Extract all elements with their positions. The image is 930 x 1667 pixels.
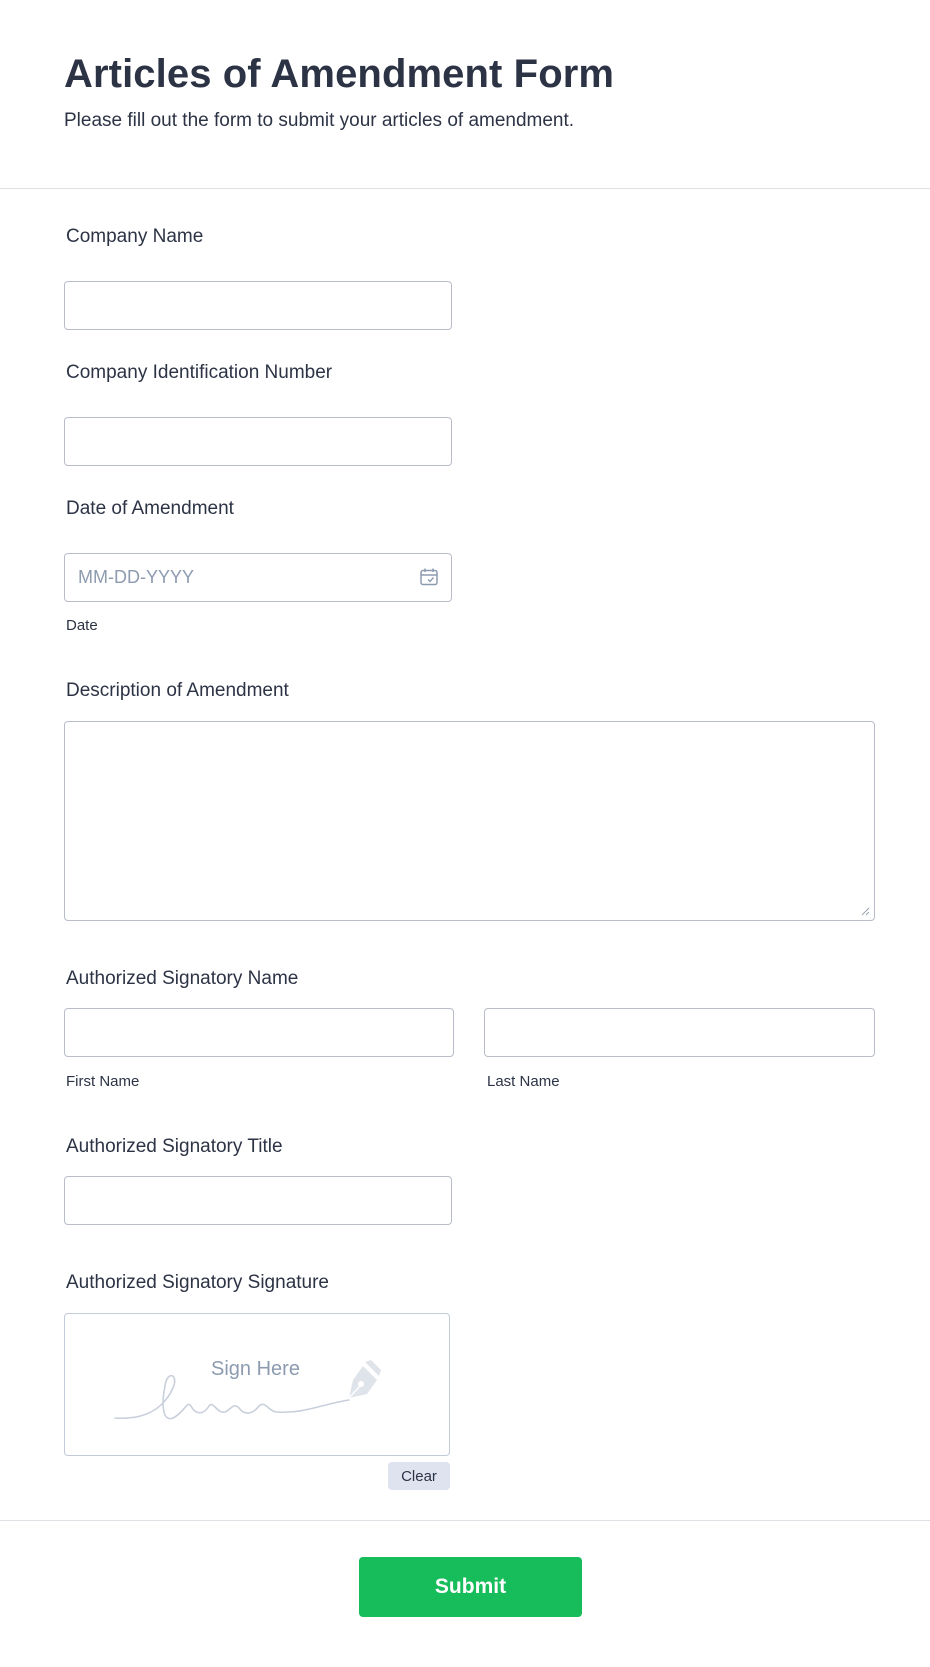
sign-here-text: Sign Here [211,1358,300,1380]
signatory-title-label: Authorized Signatory Title [66,1136,283,1157]
date-label: Date of Amendment [66,498,234,519]
date-input[interactable] [64,553,452,602]
company-id-label: Company Identification Number [66,362,333,383]
clear-signature-button[interactable]: Clear [388,1462,450,1490]
first-name-input[interactable] [64,1008,454,1057]
signature-placeholder-art [113,1356,403,1436]
footer-divider [0,1520,930,1521]
last-name-sublabel: Last Name [487,1073,560,1090]
company-id-input[interactable] [64,417,452,466]
first-name-sublabel: First Name [66,1073,140,1090]
page-subtitle: Please fill out the form to submit your articles of amendment. [64,110,575,131]
calendar-icon[interactable] [419,567,439,587]
signature-pad[interactable] [64,1313,450,1456]
date-sublabel: Date [66,617,98,634]
signature-label: Authorized Signatory Signature [66,1272,329,1293]
company-name-label: Company Name [66,226,204,247]
pen-nib-icon [349,1360,381,1398]
signatory-name-label: Authorized Signatory Name [66,968,299,989]
page-title: Articles of Amendment Form [64,52,615,96]
description-label: Description of Amendment [66,680,289,701]
signatory-title-input[interactable] [64,1176,452,1225]
last-name-input[interactable] [484,1008,875,1057]
form-header [0,0,930,189]
description-textarea[interactable] [64,721,875,921]
company-name-input[interactable] [64,281,452,330]
submit-button[interactable]: Submit [359,1557,582,1617]
resize-grip-icon[interactable] [860,906,870,916]
